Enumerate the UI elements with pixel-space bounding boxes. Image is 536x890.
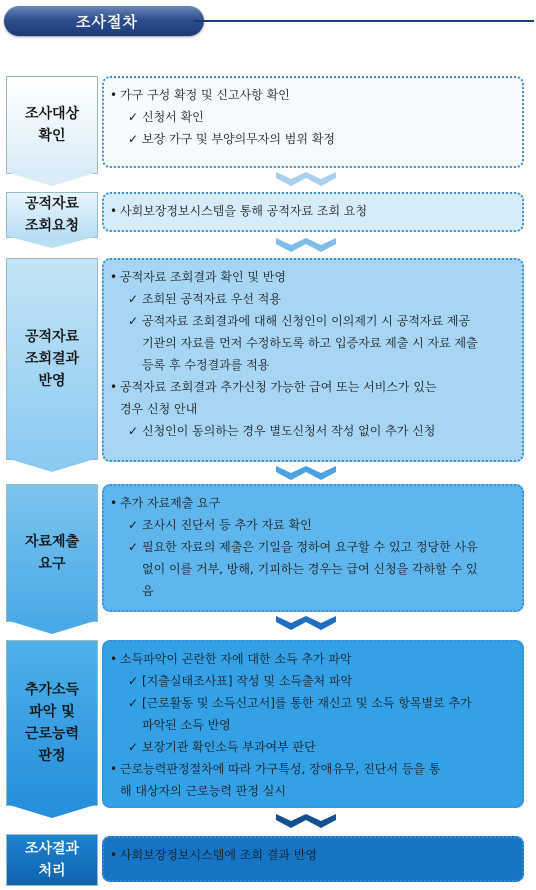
chevron-down-icon xyxy=(276,238,336,252)
sub-item-continuation xyxy=(110,354,512,376)
bullet-text: 소득파악이 곤란한 자에 대한 소득 추가 파악 xyxy=(120,652,352,666)
check-icon: ✓ xyxy=(128,674,139,688)
step-content-5 xyxy=(102,640,524,808)
step-content-6 xyxy=(102,836,524,882)
bullet-text: 공적자료 조회결과 확인 및 반영 xyxy=(120,270,286,284)
bullet-text: 사회보장정보시스템을 통해 공적자료 조회 요청 xyxy=(120,204,368,218)
chevron-down-icon xyxy=(276,616,336,630)
step-label-1 xyxy=(6,76,98,174)
sub-item-text: 기관의 자료를 먼저 수정하도록 하고 입증자료 제출 시 자료 제출 xyxy=(142,336,478,350)
sub-item-text: 파악된 소득 반영 xyxy=(142,718,231,732)
bullet-text: 해 대상자의 근로능력 판정 실시 xyxy=(120,784,286,798)
bullet-text: 경우 신청 안내 xyxy=(120,402,198,416)
sub-item-continuation xyxy=(110,714,512,736)
bullet-item xyxy=(110,844,512,866)
sub-item xyxy=(110,670,512,692)
step-label-6 xyxy=(6,834,98,886)
step-label-text: 공적자료 조회결과 반영 xyxy=(24,329,80,389)
step-label-text: 공적자료 조회요청 xyxy=(24,196,80,234)
sub-item xyxy=(110,536,512,558)
header xyxy=(4,6,284,36)
sub-item xyxy=(110,514,512,536)
sub-item-text: 보장기관 확인소득 부과여부 판단 xyxy=(142,740,316,754)
sub-item xyxy=(110,310,512,332)
step-arrow-3 xyxy=(6,458,98,472)
sub-item-text: 조회된 공적자료 우선 적용 xyxy=(142,292,281,306)
step-label-text: 조사대상 확인 xyxy=(24,106,80,144)
check-icon: ✓ xyxy=(128,424,139,438)
step-label-5 xyxy=(6,640,98,806)
sub-item-text: 신청서 확인 xyxy=(142,110,204,124)
sub-item-text: 음 xyxy=(142,584,154,598)
sub-item-text: [지출실태조사표] 작성 및 소득출처 파악 xyxy=(142,674,353,688)
sub-item-text: 필요한 자료의 제출은 기일을 정하여 요구할 수 있고 정당한 사유 xyxy=(142,540,478,554)
bullet-item xyxy=(110,200,512,222)
page-title: 조사절차 xyxy=(76,13,138,31)
bullet-item xyxy=(110,492,512,514)
step-label-3 xyxy=(6,258,98,460)
bullet-item xyxy=(110,266,512,288)
step-label-2 xyxy=(6,192,98,238)
sub-item-continuation xyxy=(110,580,512,602)
bullet-item xyxy=(110,376,512,398)
sub-item xyxy=(110,736,512,758)
sub-item xyxy=(110,288,512,310)
check-icon: ✓ xyxy=(128,696,139,710)
sub-item-text: [근로활동 및 소득신고서]를 통한 재신고 및 소득 항목별로 추가 xyxy=(142,696,472,710)
step-arrow-1 xyxy=(6,172,98,186)
step-label-text: 자료제출 요구 xyxy=(24,534,80,572)
sub-item-text: 공적자료 조회결과에 대해 신청인이 이의제기 시 공적자료 제공 xyxy=(142,314,471,328)
sub-item xyxy=(110,128,512,150)
sub-item-text: 보장 가구 및 부양의무자의 범위 확정 xyxy=(142,132,335,146)
sub-item-text: 조사시 진단서 등 추가 자료 확인 xyxy=(142,518,312,532)
step-arrow-5 xyxy=(6,804,98,818)
step-label-text: 추가소득 파악 및 근로능력 판정 xyxy=(24,682,80,764)
sub-item xyxy=(110,106,512,128)
sub-item-continuation xyxy=(110,332,512,354)
header-rule xyxy=(194,20,534,22)
bullet-item xyxy=(110,648,512,670)
chevron-down-icon xyxy=(276,172,336,186)
check-icon: ✓ xyxy=(128,110,139,124)
check-icon: ✓ xyxy=(128,740,139,754)
bullet-text: 사회보장정보시스템에 조회 결과 반영 xyxy=(120,848,317,862)
bullet-text: 근로능력판정절차에 따라 가구특성, 장애유무, 진단서 등을 통 xyxy=(120,762,441,776)
bullet-text: 가구 구성 확정 및 신고사항 확인 xyxy=(120,88,290,102)
bullet-text: 추가 자료제출 요구 xyxy=(120,496,221,510)
bullet-item xyxy=(110,84,512,106)
chevron-down-icon xyxy=(276,466,336,480)
step-content-4 xyxy=(102,484,524,612)
sub-item-continuation xyxy=(110,558,512,580)
step-content-3 xyxy=(102,258,524,462)
step-label-text: 조사결과 처리 xyxy=(24,841,80,879)
check-icon: ✓ xyxy=(128,132,139,146)
sub-item-text: 없이 이를 거부, 방해, 기피하는 경우는 급여 신청을 각하할 수 있 xyxy=(142,562,478,576)
sub-item xyxy=(110,692,512,714)
check-icon: ✓ xyxy=(128,314,139,328)
sub-item-text: 등록 후 수정결과를 적용 xyxy=(142,358,270,372)
bullet-text: 공적자료 조회결과 추가신청 가능한 급여 또는 서비스가 있는 xyxy=(120,380,437,394)
check-icon: ✓ xyxy=(128,540,139,554)
step-label-4 xyxy=(6,484,98,622)
check-icon: ✓ xyxy=(128,518,139,532)
step-content-1 xyxy=(102,76,524,168)
sub-item-text: 신청인이 동의하는 경우 별도신청서 작성 없이 추가 신청 xyxy=(142,424,436,438)
bullet-continuation xyxy=(110,398,512,420)
bullet-item xyxy=(110,758,512,780)
chevron-down-icon xyxy=(276,814,336,828)
check-icon: ✓ xyxy=(128,292,139,306)
sub-item xyxy=(110,420,512,442)
step-arrow-2 xyxy=(6,236,98,248)
step-content-2 xyxy=(102,192,524,232)
step-arrow-4 xyxy=(6,620,98,634)
bullet-continuation xyxy=(110,780,512,802)
